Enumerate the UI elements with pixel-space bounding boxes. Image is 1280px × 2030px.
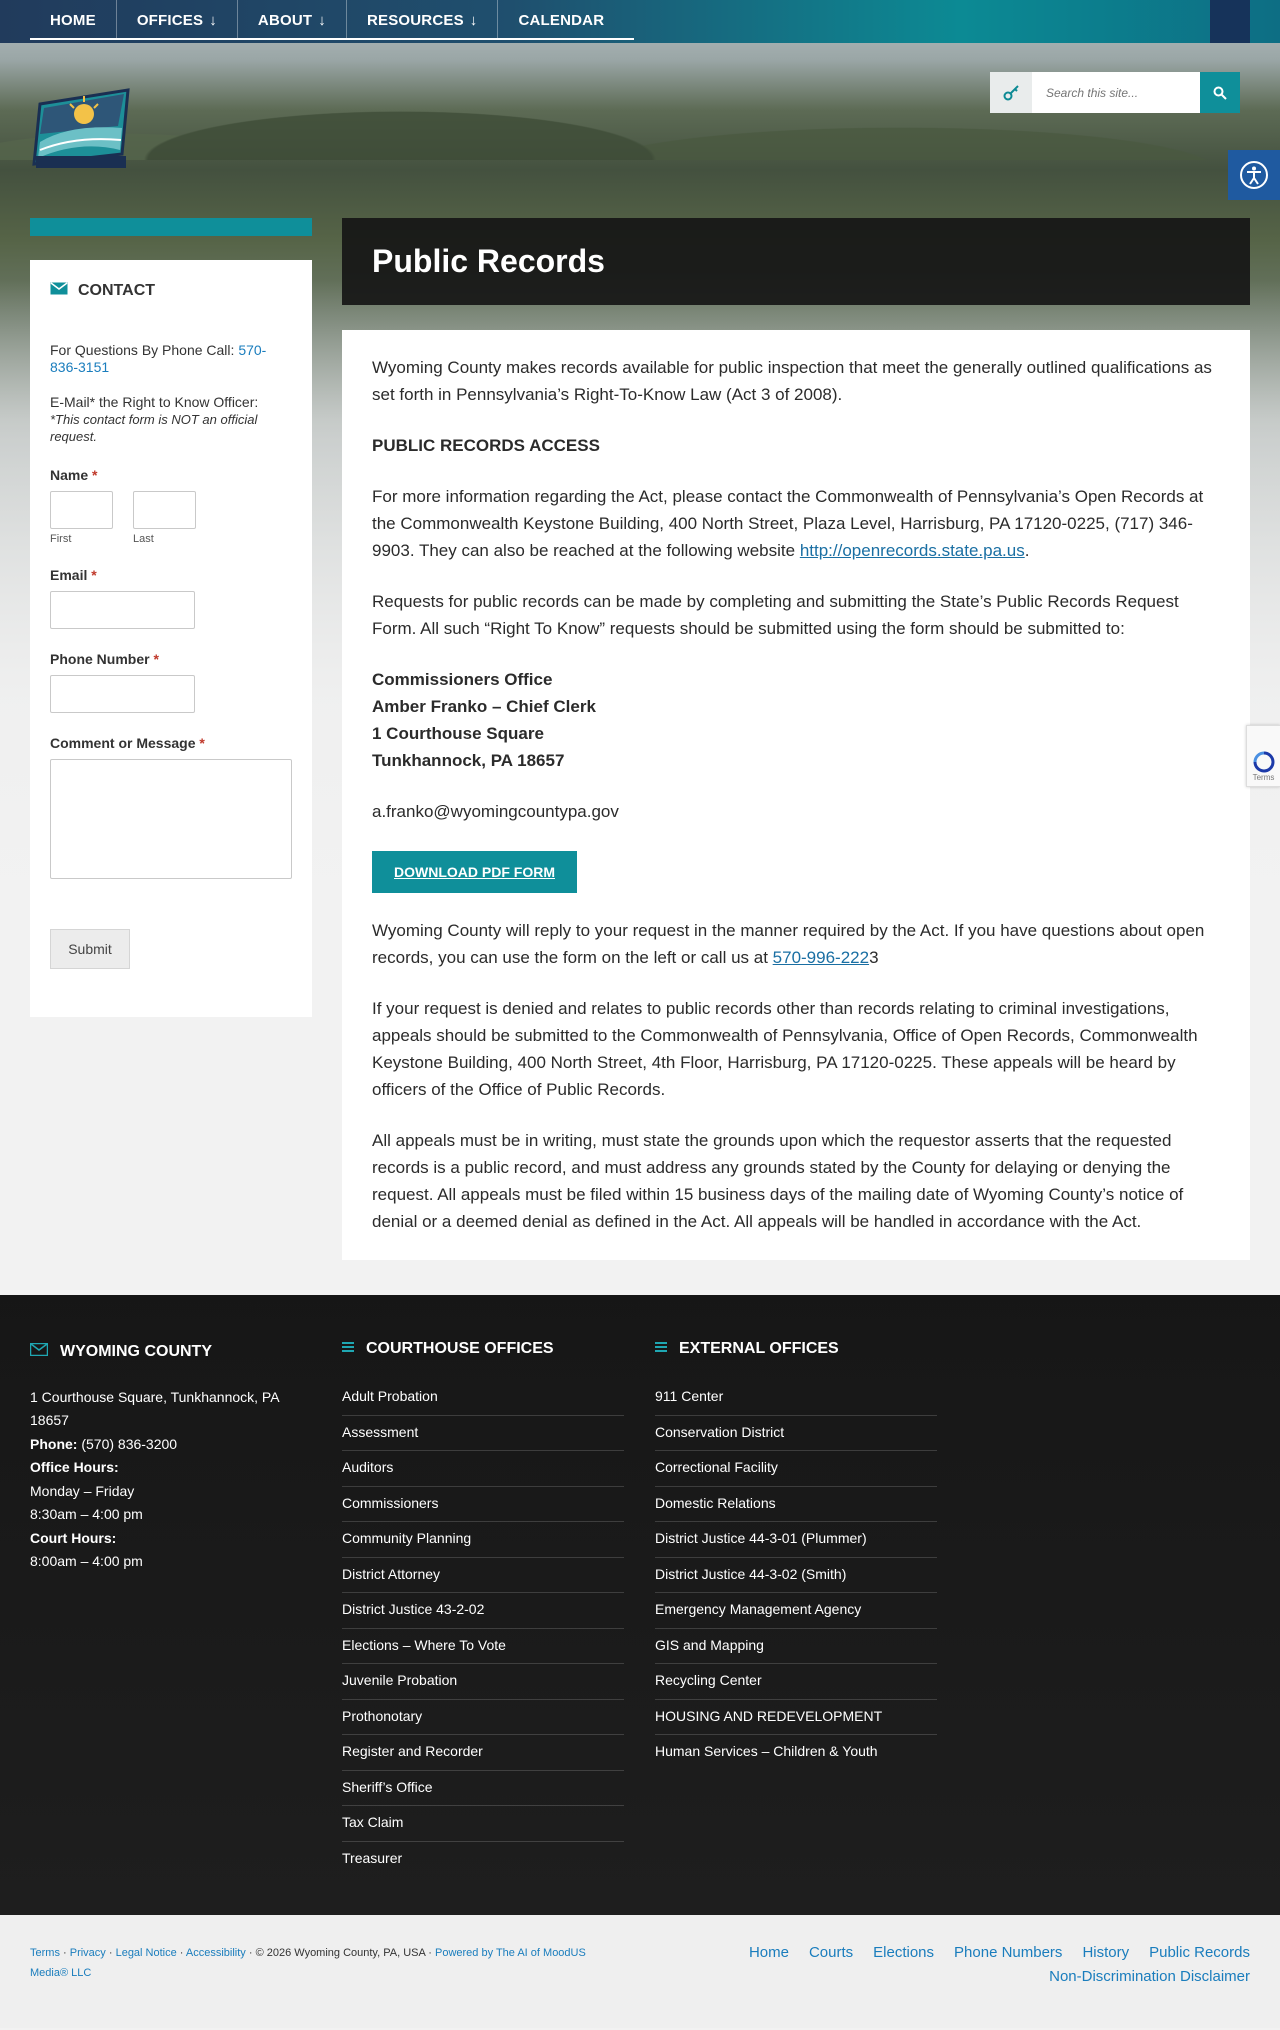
accessibility-icon xyxy=(1239,160,1269,190)
footer-link[interactable]: GIS and Mapping xyxy=(655,1629,937,1665)
name-label: Name * xyxy=(50,467,98,483)
footer-external xyxy=(655,1340,937,1771)
sidebar-accent-bar xyxy=(30,218,312,236)
legal-notice-link[interactable]: Legal Notice xyxy=(115,1947,177,1959)
logo-graphic xyxy=(30,84,138,170)
copyright: © 2026 Wyoming County, PA, USA xyxy=(255,1947,426,1959)
nav-item-resources[interactable] xyxy=(347,0,499,40)
open-records-link[interactable]: http://openrecords.state.pa.us xyxy=(799,541,1025,560)
phone-prefix: For Questions By Phone Call: xyxy=(50,342,239,358)
phone-number-input[interactable] xyxy=(50,675,195,713)
main-content xyxy=(342,330,1250,1260)
list-icon xyxy=(342,1340,354,1358)
county-phone: Phone: (570) 836-3200 xyxy=(30,1435,178,1452)
download-pdf-button[interactable]: DOWNLOAD PDF FORM xyxy=(372,851,577,893)
reply-phone-link[interactable]: 570-996-222 xyxy=(772,948,870,967)
nav-item-offices[interactable] xyxy=(117,0,238,40)
main-nav xyxy=(30,0,634,40)
footer-link[interactable]: 911 Center xyxy=(655,1380,937,1416)
nav-label: CALENDAR xyxy=(518,11,605,29)
required-mark: * xyxy=(91,567,97,583)
footer-link[interactable]: Recycling Center xyxy=(655,1664,937,1700)
footer-link[interactable]: District Justice 44-3-01 (Plummer) xyxy=(655,1522,937,1558)
bottom-bar xyxy=(0,1915,1280,2028)
courthouse-list xyxy=(342,1380,624,1877)
bottom-nav-phone-numbers[interactable]: Phone Numbers xyxy=(954,1944,1063,1961)
bottom-nav-courts[interactable]: Courts xyxy=(808,1944,854,1961)
bottom-nav-non-discrimination[interactable]: Non-Discrimination Disclaimer xyxy=(1049,1968,1250,1985)
powered-by-link[interactable]: Powered by The AI of MoodUS Media® LLC xyxy=(30,1947,586,1979)
required-mark: * xyxy=(153,651,159,667)
recaptcha-icon xyxy=(1253,751,1275,773)
required-mark: * xyxy=(199,735,205,751)
footer-external-title: EXTERNAL OFFICES xyxy=(655,1340,937,1358)
footer-link[interactable]: Conservation District xyxy=(655,1416,937,1452)
footer-link[interactable]: HOUSING AND REDEVELOPMENT xyxy=(655,1700,937,1736)
search-input[interactable] xyxy=(1032,72,1200,113)
footer-link[interactable]: Assessment xyxy=(342,1416,624,1452)
bottom-nav-elections[interactable]: Elections xyxy=(873,1944,935,1961)
access-heading: PUBLIC RECORDS ACCESS xyxy=(372,436,600,455)
footer-link[interactable]: Auditors xyxy=(342,1451,624,1487)
first-name-group xyxy=(50,491,113,545)
nav-item-about[interactable] xyxy=(238,0,347,40)
reply-paragraph: Wyoming County will reply to your request in the manner required by the Act. If you have questions about open records, you can use the form on the left or call us at 570-996-2223 xyxy=(372,921,1205,967)
last-name-input[interactable] xyxy=(133,491,196,529)
comment-label: Comment or Message * xyxy=(50,735,205,751)
denied-paragraph: If your request is denied and relates to public records other than records relating to criminal investigations, appeals should be submitted to the Commonwealth of Pennsylvania, Office of Open Records, Commonwealth Keystone Building, 400 North Street, 4th Floor, Harrisburg, PA 17120-0225. These appeals will be heard by officers of the Office of Public Records. xyxy=(372,999,1198,1099)
nav-item-home[interactable] xyxy=(30,0,117,40)
envelope-icon xyxy=(30,1340,48,1364)
footer-link[interactable]: District Attorney xyxy=(342,1558,624,1594)
office-hours: 8:30am – 4:00 pm xyxy=(30,1506,143,1522)
address-line: Tunkhannock, PA 18657 xyxy=(372,751,565,770)
recaptcha-terms: Terms xyxy=(1252,773,1275,782)
required-mark: * xyxy=(92,467,98,483)
bottom-nav-home[interactable]: Home xyxy=(748,1944,789,1961)
first-label: First xyxy=(50,533,72,545)
email-label: Email * xyxy=(50,567,97,583)
nav-label: ABOUT xyxy=(257,11,313,29)
search-button[interactable] xyxy=(1200,72,1240,113)
footer-link[interactable]: Register and Recorder xyxy=(342,1735,624,1771)
footer-link[interactable]: Tax Claim xyxy=(342,1806,624,1842)
footer-link[interactable]: Adult Probation xyxy=(342,1380,624,1416)
nav-label: HOME xyxy=(50,11,96,29)
email-instruction xyxy=(50,394,292,445)
submit-button[interactable]: Submit xyxy=(50,929,130,969)
accessibility-button[interactable] xyxy=(1228,150,1280,200)
list-icon xyxy=(655,1340,667,1358)
address-line: Commissioners Office xyxy=(372,670,553,689)
arrow-down-icon: ↓ xyxy=(469,11,478,29)
intro-paragraph: Wyoming County makes records available for public inspection that meet the generally outlined qualifications as set forth in Pennsylvania’s Right-To-Know Law (Act 3 of 2008). xyxy=(372,358,1212,404)
court-hours-label: Court Hours: xyxy=(30,1529,117,1546)
terms-link[interactable]: Terms xyxy=(30,1947,60,1959)
court-hours: 8:00am – 4:00 pm xyxy=(30,1553,143,1569)
bottom-nav-public-records[interactable]: Public Records xyxy=(1149,1944,1250,1961)
footer-courthouse-title: COURTHOUSE OFFICES xyxy=(342,1340,624,1358)
contact-title-text: CONTACT xyxy=(78,282,156,299)
bottom-nav xyxy=(690,1941,1250,1989)
form-disclaimer: *This contact form is NOT an official request. xyxy=(50,412,258,444)
name-fields xyxy=(50,491,292,545)
arrow-down-icon: ↓ xyxy=(318,11,326,29)
office-days: Monday – Friday xyxy=(30,1482,135,1499)
page-title-bar xyxy=(342,218,1250,305)
appeals-paragraph: All appeals must be in writing, must state the grounds upon which the requestor asserts that the requested records is a public record, and must address any grounds stated by the County for delaying or denying the request. All appeals must be filed within 15 business days of the mailing date of Wyoming County’s notice of denial or a deemed denial as defined in the Act. All appeals will be handled in accordance with the Act. xyxy=(372,1131,1184,1231)
nav-item-calendar[interactable] xyxy=(498,0,634,40)
footer-county xyxy=(30,1340,300,1574)
footer-link[interactable]: Correctional Facility xyxy=(655,1451,937,1487)
key-icon[interactable] xyxy=(990,72,1032,113)
page-title: Public Records xyxy=(372,243,605,279)
footer-link[interactable]: District Justice 44-3-02 (Smith) xyxy=(655,1558,937,1594)
phone-line xyxy=(50,342,292,376)
footer-link[interactable]: Juvenile Probation xyxy=(342,1664,624,1700)
footer-link[interactable]: Community Planning xyxy=(342,1522,624,1558)
footer-courthouse xyxy=(342,1340,624,1877)
county-address: 1 Courthouse Square, Tunkhannock, PA 18657 xyxy=(30,1388,279,1428)
search-bar xyxy=(990,72,1240,113)
county-logo[interactable] xyxy=(30,84,138,170)
top-bar-cap xyxy=(1210,0,1250,43)
external-list xyxy=(655,1380,937,1771)
contact-title xyxy=(50,282,292,300)
email-input[interactable] xyxy=(50,591,195,629)
footer-link[interactable]: Human Services – Children & Youth xyxy=(655,1743,878,1759)
more-info-paragraph: For more information regarding the Act, please contact the Commonwealth of Pennsylvania’s Open Records at the Commonwealth Keystone Building, 400 North Street, Plaza Level, Harrisburg, PA 17120-0225, (717) 346-9903. They can also be reached at the following website http://openrecords.state.pa.us. xyxy=(372,487,1204,560)
first-name-input[interactable] xyxy=(50,491,113,529)
mailing-address xyxy=(372,666,1220,774)
accessibility-link[interactable]: Accessibility xyxy=(185,1947,246,1959)
bottom-nav-history[interactable]: History xyxy=(1082,1944,1130,1961)
contact-sidebar xyxy=(30,260,312,1017)
phone-number-label: Phone Number * xyxy=(50,651,159,667)
privacy-link[interactable]: Privacy xyxy=(69,1947,106,1959)
legal-links: Terms · Privacy · Legal Notice · Accessibility · © 2026 Wyoming County, PA, USA · Powered by The AI of MoodUS Media® LLC xyxy=(30,1947,586,1979)
footer-link[interactable]: District Justice 43-2-02 xyxy=(342,1593,624,1629)
email-line: E-Mail* the Right to Know Officer: xyxy=(50,394,259,410)
footer-link[interactable]: Elections – Where To Vote xyxy=(342,1629,624,1665)
contact-email: a.franko@wyomingcountypa.gov xyxy=(372,802,619,821)
phone-link[interactable]: 570-836-3151 xyxy=(50,342,267,375)
footer-county-title: WYOMING COUNTY xyxy=(30,1340,300,1364)
office-hours-label: Office Hours: xyxy=(30,1459,119,1475)
footer-link[interactable]: Commissioners xyxy=(342,1487,624,1523)
nav-label: OFFICES xyxy=(136,11,204,29)
footer-link[interactable]: Treasurer xyxy=(342,1849,403,1866)
envelope-icon xyxy=(50,282,68,300)
footer-link[interactable]: Prothonotary xyxy=(342,1700,624,1736)
footer-link[interactable]: Domestic Relations xyxy=(655,1487,937,1523)
last-label: Last xyxy=(133,533,154,545)
search-icon xyxy=(1213,86,1227,100)
last-name-group xyxy=(133,491,196,545)
comment-textarea[interactable] xyxy=(50,759,292,879)
arrow-down-icon: ↓ xyxy=(209,11,217,29)
footer-link[interactable]: Emergency Management Agency xyxy=(655,1593,937,1629)
address-line: Amber Franko – Chief Clerk xyxy=(372,697,596,716)
requests-paragraph: Requests for public records can be made by completing and submitting the State’s Public Records Request Form. All such “Right To Know” requests should be submitted using the form should be submitted to: xyxy=(372,592,1179,638)
nav-label: RESOURCES xyxy=(366,11,464,29)
site-footer xyxy=(0,1295,1280,1915)
address-line: 1 Courthouse Square xyxy=(372,724,544,743)
recaptcha-badge[interactable] xyxy=(1246,725,1280,787)
footer-link[interactable]: Sheriff’s Office xyxy=(342,1771,624,1807)
